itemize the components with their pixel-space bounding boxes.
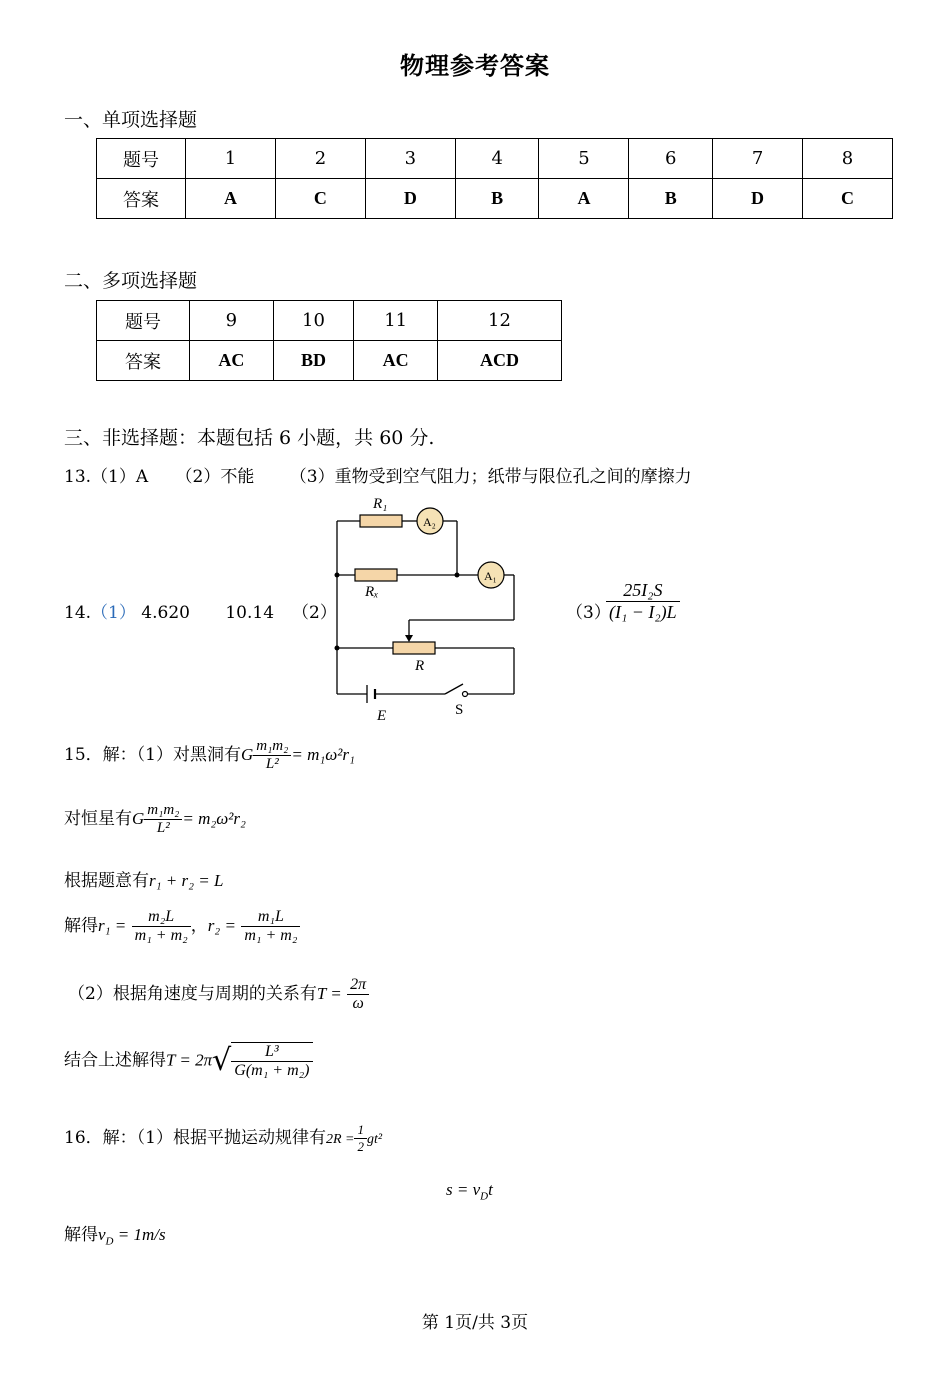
q15-label: 15．解：（1）对黑洞有 (64, 745, 241, 765)
table-cell-number: 3 (365, 139, 455, 179)
q16-label: 16．解：（1）根据平抛运动规律有 (64, 1128, 326, 1148)
q15-eq4a-numerator: m₂L (132, 908, 191, 927)
table-cell-number: 12 (438, 301, 562, 341)
q16-eq1-denominator: 2 (357, 1139, 364, 1154)
q15-line2 (64, 802, 246, 837)
table-cell-answer: ACD (438, 341, 562, 381)
q16-line3 (64, 1220, 166, 1247)
q14-formula-numerator: 25I₂S (606, 580, 680, 602)
q15-eq1-numerator: m₁m₂ (253, 738, 291, 756)
q16-line1 (64, 1122, 382, 1155)
q13-part2: （2）不能 (175, 467, 255, 487)
single-choice-table (96, 138, 893, 219)
section1-heading: 一、单项选择题 (64, 109, 198, 131)
page-title: 物理参考答案 (400, 51, 550, 80)
label-e: E (377, 708, 387, 724)
q16-eq1-lhs: 2R = (325, 1132, 355, 1147)
q15-eq3: r₁ + r₂ = L (149, 871, 224, 890)
table-cell-answer: D (713, 179, 803, 219)
table-header-number: 题号 (97, 301, 190, 341)
q15-line3-prefix: 根据题意有 (64, 871, 149, 891)
q15-eq5-numerator: 2π (347, 976, 369, 995)
label-a1: A₁ (484, 569, 497, 583)
q14-part3-tag: （3） (566, 603, 611, 623)
q15-eq2-numerator: m₁m₂ (144, 802, 182, 820)
table-header-number: 题号 (97, 139, 186, 179)
q15-eq2-rhs: = m₂ω²r₂ (182, 809, 246, 828)
page-footer: 第 1页/共 3页 (421, 1313, 529, 1333)
table-cell-answer: C (803, 179, 893, 219)
q15-eq6-denominator: G(m₁ + m₂) (234, 1062, 310, 1079)
table-cell-answer: AC (190, 341, 274, 381)
q15-eq4a-lhs: r₁ = (98, 916, 127, 935)
q15-line5-prefix: （2）根据角速度与周期的关系有 (68, 984, 317, 1004)
table-header-answer: 答案 (97, 179, 186, 219)
table-cell-number: 7 (713, 139, 803, 179)
q15-eq4a-denominator: m₁ + m₂ (134, 927, 188, 944)
q14-part1-tag: （1） (91, 603, 136, 623)
q14-formula-denominator: (I₁ − I₂)L (609, 602, 677, 622)
multi-choice-table (96, 300, 562, 381)
q16-eq1-numerator: 1 (354, 1122, 367, 1139)
q15-eq1-rhs: = m₁ω²r₁ (291, 745, 355, 764)
table-cell-answer: C (275, 179, 365, 219)
label-r1: R₁ (373, 496, 388, 512)
q16-eq3: v (98, 1225, 106, 1244)
q16-eq3-rhs: = 1m/s (113, 1225, 166, 1244)
q15-eq4b-denominator: m₁ + m₂ (244, 927, 298, 944)
q16-line3-prefix: 解得 (64, 1225, 98, 1245)
section3-heading: 三、非选择题：本题包括 6 小题，共 60 分. (64, 427, 435, 449)
table-cell-number: 1 (186, 139, 276, 179)
label-a2: A₂ (423, 515, 436, 529)
table-header-answer: 答案 (97, 341, 190, 381)
q15-eq4-separator: ， (190, 916, 208, 936)
q16-eq3-sub: D (105, 1235, 114, 1248)
q14-answer (64, 598, 274, 623)
q15-eq2-denominator: L² (156, 820, 170, 836)
q15-line1 (64, 738, 355, 773)
q15-eq2-g: G (132, 809, 145, 828)
section2-heading: 二、多项选择题 (64, 270, 198, 292)
q15-eq6-numerator: L³ (231, 1043, 312, 1062)
q14-value2: 10.14 (225, 603, 275, 623)
table-cell-number: 2 (275, 139, 365, 179)
table-cell-answer: D (365, 179, 455, 219)
q14-value1: 4.620 (141, 603, 190, 623)
circuit-diagram (325, 492, 530, 727)
q13-label: 13. (64, 467, 92, 487)
q13-answer (64, 462, 692, 487)
q16-eq2: s = v (446, 1180, 481, 1199)
q16-eq1-rhs: gt² (366, 1132, 383, 1147)
table-cell-number: 4 (455, 139, 539, 179)
q14-formula (606, 580, 680, 623)
table-cell-answer: BD (273, 341, 354, 381)
q15-eq1-g: G (240, 745, 254, 764)
q15-eq6-lhs: T = 2π (166, 1050, 213, 1070)
q15-line3 (64, 866, 223, 891)
q15-line6 (64, 1042, 313, 1080)
resistor-rx (355, 569, 397, 581)
q15-eq5-lhs: T = (316, 984, 342, 1003)
resistor-r1 (360, 515, 402, 527)
q16-line2 (446, 1180, 493, 1202)
q15-eq4b-numerator: m₁L (241, 908, 300, 927)
table-cell-answer: A (539, 179, 629, 219)
q13-part3: （3）重物受到空气阻力；纸带与限位孔之间的摩擦力 (289, 467, 692, 487)
table-cell-number: 10 (273, 301, 354, 341)
table-cell-number: 5 (539, 139, 629, 179)
table-cell-answer: B (455, 179, 539, 219)
switch-lever (445, 684, 463, 694)
q15-line4-prefix: 解得 (64, 916, 98, 936)
q15-eq4b-lhs: r₂ = (207, 916, 236, 935)
q15-line2-prefix: 对恒星有 (64, 809, 132, 829)
q13-part1: （1）A (91, 467, 149, 487)
table-cell-answer: A (186, 179, 276, 219)
table-cell-number: 9 (190, 301, 274, 341)
label-s: S (455, 702, 464, 718)
label-rx: Rₓ (365, 584, 379, 600)
q16-eq2-sub: D (480, 1190, 489, 1203)
q14-part2-tag: （2） (292, 603, 337, 623)
q15-line6-prefix: 结合上述解得 (64, 1050, 166, 1071)
table-cell-number: 8 (803, 139, 893, 179)
sqrt-symbol-icon: √ (212, 1043, 232, 1078)
table-cell-answer: AC (354, 341, 438, 381)
q15-eq5-denominator: ω (352, 995, 364, 1012)
q14-label: 14. (64, 603, 92, 623)
q15-line4 (64, 908, 300, 945)
table-cell-number: 11 (354, 301, 438, 341)
label-r: R (415, 658, 425, 674)
q15-eq1-denominator: L² (265, 756, 279, 772)
q15-line5 (68, 976, 369, 1013)
table-cell-number: 6 (629, 139, 713, 179)
q16-eq2-rhs: t (488, 1180, 493, 1199)
rheostat-r (393, 642, 435, 654)
table-cell-answer: B (629, 179, 713, 219)
